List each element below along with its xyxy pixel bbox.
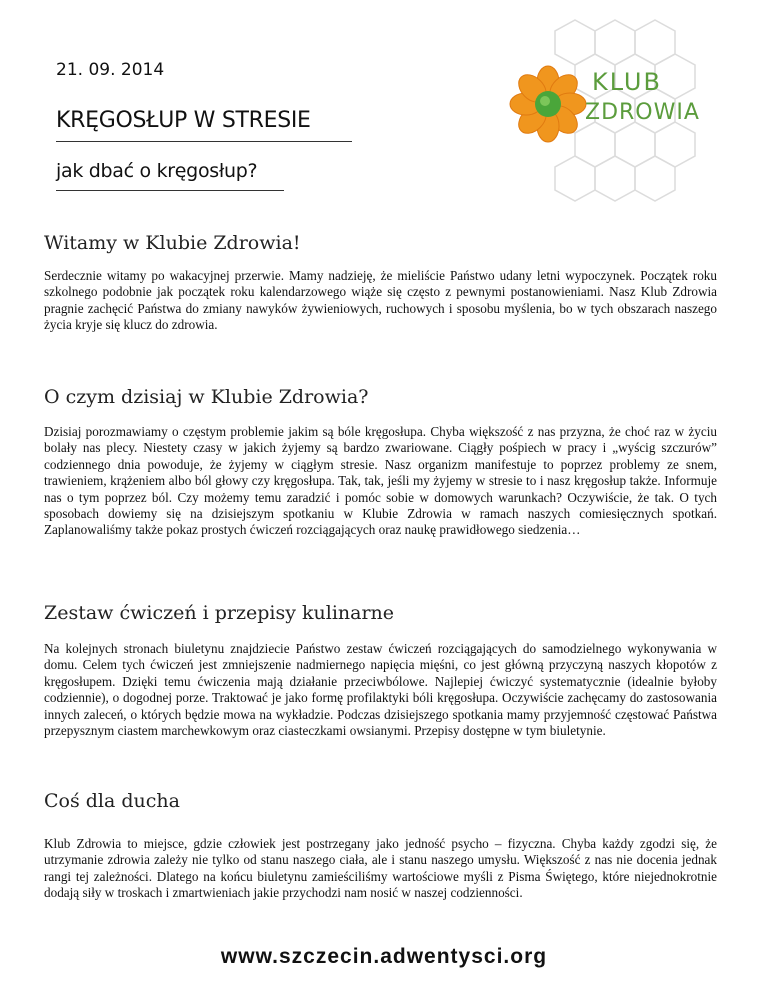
flower-icon xyxy=(510,66,586,142)
section-title-welcome: Witamy w Klubie Zdrowia! xyxy=(44,232,301,254)
section-body-exercises: Na kolejnych stronach biuletynu znajdziecie Państwo zestaw ćwiczeń rozciągających do samodzielnego wykonywania w domu. Celem tych ćwiczeń jest zmniejszenie nadmiernego napięcia mięśni, co jest główną przyczyną naszych kłopotów z kręgosłupem. Dzięki temu ćwiczenia mają działanie przeciwbólowe. Najlepiej ćwiczyć systematycznie (idealnie byłoby codziennie), o dogodnej porze. Traktować je jako formę profilaktyki bóli kręgosłupa. Oczywiście zachęcamy do zastosowania innych zaleceń, o których będzie mowa na wykładzie. Podczas dzisiejszego spotkania mamy przyjemność częstować Państwa przepysznym ciastem marchewkowym oraz ciasteczkami owsianymi. Przepisy dostępne w tym biuletynie. xyxy=(44,641,717,739)
footer-website-url[interactable]: www.szczecin.adwentysci.org xyxy=(220,945,548,968)
section-body-spirit: Klub Zdrowia to miejsce, gdzie człowiek jest postrzegany jako jedność psycho – fizyczna. Chyba każdy zgodzi się, że utrzymanie zdrowia zależy nie tylko od stanu naszego ciała, ale i stanu naszego umysłu. Większość z nas nie docenia jednak rangi tej zależności. Dlatego na końcu biuletynu zamieściliśmy wartościowe myśli z Pisma Świętego, które niejednokrotnie dodają siły w troskach i zmartwieniach jakie przychodzi nam nosić w naszej codzienności. xyxy=(44,836,717,901)
section-body-today: Dzisiaj porozmawiamy o częstym problemie jakim są bóle kręgosłupa. Chyba większość z nas przyzna, że choć raz w życiu bolały nas plecy. Niestety czasy w jakich żyjemy są bardzo zwariowane. Ciągły pośpiech w pracy i „wyścig szczurów” codziennego dnia powoduje, że żyjemy w ciągłym stresie. Nasz organizm manifestuje to poprzez problemy ze snem, trawieniem, krążeniem albo ból głowy czy kręgosłupa. Tak, tak, jeśli my żyjemy w stresie to i nasz kręgosłup także. Informuje nas o tym poprzez ból. Czy możemy temu zaradzić i pomóc sobie w domowych warunkach? Oczywiście, że tak. O tych sposobach dowiemy się na dzisiejszym spotkaniu w Klubie Zdrowia w ramach naszych comiesięcznych spotkań. Zaplanowaliśmy także pokaz prostych ćwiczeń rozciągających oraz naukę prawidłowego siedzenia… xyxy=(44,424,717,538)
issue-date: 21. 09. 2014 xyxy=(56,60,165,80)
page-title: KRĘGOSŁUP W STRESIE xyxy=(56,108,352,142)
section-body-welcome: Serdecznie witamy po wakacyjnej przerwie. Mamy nadzieję, że mieliście Państwo udany letni wypoczynek. Początek roku szkolnego podobnie jak początek roku kalendarzowego wiąże się często z pewnymi postanowieniami. Nasz Klub Zdrowia pragnie zachęcić Państwa do zmiany nawyków żywieniowych, ruchowych i sposobu myślenia, bo w tych obszarach naszego życia kryje się klucz do zdrowia. xyxy=(44,268,717,333)
logo-text-klub: KLUB xyxy=(592,68,662,96)
logo-text-zdrowia: ZDROWIA xyxy=(585,100,700,125)
section-title-today: O czym dzisiaj w Klubie Zdrowia? xyxy=(44,386,369,408)
klub-zdrowia-logo xyxy=(500,18,720,218)
section-title-spirit: Coś dla ducha xyxy=(44,790,180,812)
page-subtitle: jak dbać o kręgosłup? xyxy=(56,160,284,191)
section-title-exercises: Zestaw ćwiczeń i przepisy kulinarne xyxy=(44,602,395,624)
